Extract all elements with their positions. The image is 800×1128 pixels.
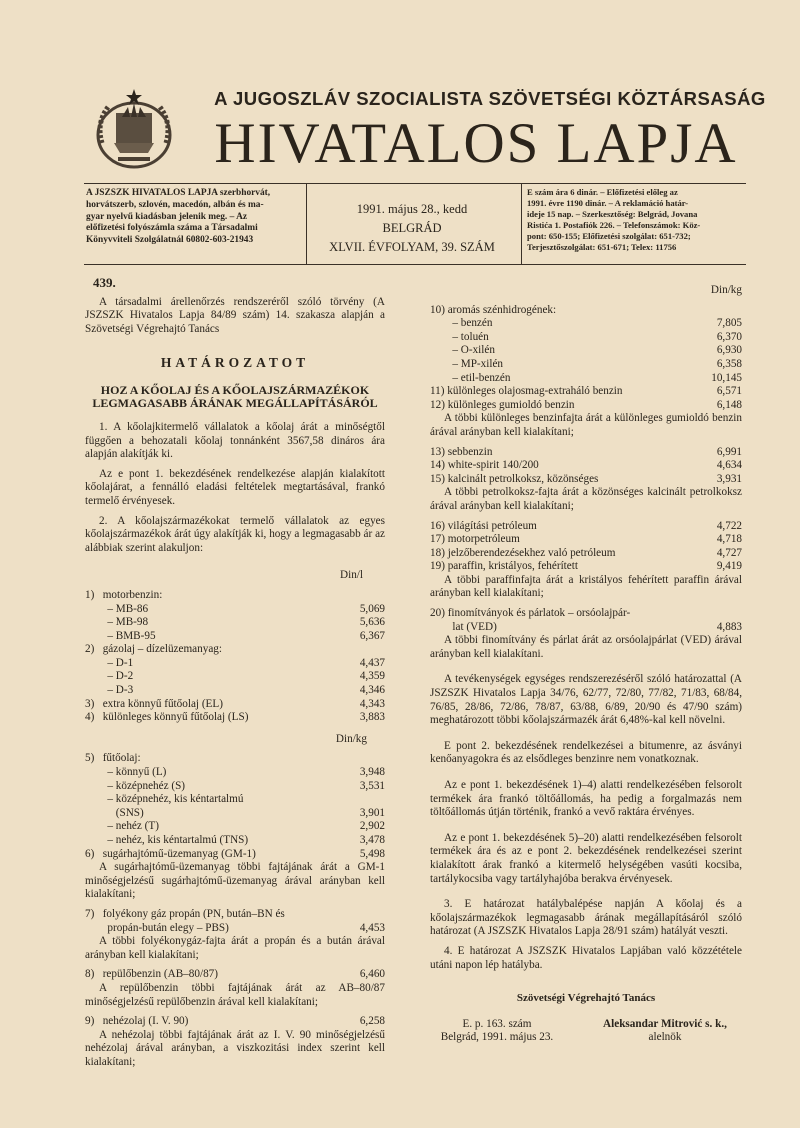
price-label: – D-2	[85, 670, 134, 683]
price-row	[430, 560, 742, 574]
header-bottom-rule	[84, 264, 746, 265]
header-divider-right	[521, 183, 522, 264]
header-divider-left	[306, 183, 307, 264]
price-row	[430, 621, 742, 635]
header-publication-info	[86, 188, 306, 247]
price-row	[85, 698, 385, 712]
price-row	[85, 657, 385, 671]
price-label: – MB-86	[85, 602, 149, 615]
price-value: 9,419	[716, 560, 742, 573]
header-left-line: horvátszerb, szlovén, macedón, albán és ma-	[86, 199, 264, 210]
price-label: 12) különleges gumioldó benzin	[430, 398, 575, 411]
header-top-rule	[84, 183, 746, 184]
price-value: 3,883	[359, 711, 385, 724]
price-list	[85, 589, 385, 725]
price-label: 5) fűtőolaj:	[85, 752, 141, 765]
price-row	[85, 908, 385, 922]
price-value: 5,069	[359, 602, 385, 615]
price-value: 4,634	[716, 459, 742, 472]
state-emblem-icon	[88, 83, 180, 175]
header-left-line: előfizetési folyószámla száma a Társadalmi	[86, 223, 258, 234]
price-value: 4,453	[359, 921, 385, 934]
price-label: 11) különleges olajosmag-extraháló benzin	[430, 385, 623, 398]
price-row	[85, 766, 385, 780]
price-value: 3,901	[359, 806, 385, 819]
price-value: 5,636	[359, 616, 385, 629]
price-row	[85, 820, 385, 834]
price-value: 3,478	[359, 834, 385, 846]
price-row	[85, 630, 385, 644]
intro-paragraph: A társadalmi árellenőrzés rendszeréről szóló törvény (A JSZSZK Hivatalos Lapja 84/89 szám) 14. szakasza alapján a Szövetségi Végrehajtó Tanács	[85, 295, 385, 335]
header-right-line: Terjesztőszolgálat: 651-671; Telex: 11756	[527, 242, 677, 252]
price-row	[430, 459, 742, 473]
issue-volume: XLVII. ÉVFOLYAM, 39. SZÁM	[329, 240, 495, 254]
paragraph: 1. A kőolajkitermelő vállalatok a kőolaj árát a minőségtől függően a behozatali kőolaj tonnánként 3567,58 dináros ára alapján alakítják ki.	[85, 420, 385, 461]
reference-block	[422, 1018, 572, 1045]
price-row	[430, 344, 742, 358]
price-value: 4,722	[716, 519, 742, 532]
price-label: 10) aromás szénhidrogének:	[430, 303, 557, 316]
price-label: 3) extra könnyű fűtőolaj (EL)	[85, 697, 223, 710]
left-column	[85, 276, 385, 1070]
price-value: 6,571	[716, 385, 742, 398]
paragraph: A sugárhajtómű-üzemanyag többi fajtájának árát a GM-1 minőségjelzésű sugárhajtómű-üzemanyag árával arányban kell kialakítani;	[85, 861, 385, 901]
price-row	[430, 520, 742, 534]
price-row	[85, 589, 385, 603]
price-row	[85, 752, 385, 766]
unit-label: Din/kg	[710, 284, 742, 296]
unit-label: Din/kg	[335, 732, 367, 745]
paragraph: A többi petrolkoksz-fajta árát a közönséges kalcinált petrolkoksz árával arányban kell kialakítani;	[430, 486, 742, 512]
paragraph: 3. E határozat hatálybalépése napján A kőolaj és a kőolajszármazékok legmagasabb árának megállapításáról szóló határozat (A JSZSZK Hivatalos Lapja 28/91 szám) hatályát veszti.	[430, 898, 742, 938]
price-row	[430, 399, 742, 413]
council-signature: Szövetségi Végrehajtó Tanács	[516, 992, 656, 1005]
price-row	[85, 793, 385, 807]
price-value: 4,718	[716, 533, 742, 546]
price-label: 2) gázolaj – dízelüzemanyag:	[85, 643, 222, 656]
price-label: 19) paraffin, kristályos, fehérített	[430, 560, 578, 573]
price-value: 4,343	[359, 697, 385, 710]
price-row	[430, 358, 742, 372]
act-number: 439.	[93, 275, 116, 290]
paragraph: A tevékenységek egységes rendszerezéséről szóló határozattal (A JSZSZK Hivatalos Lapja 34/76, 62/77, 72/80, 77/82, 71/83, 68/84, 76/85, 28/86, 72/86, 78/87, 63/88, 6/89, 20/90 és 47/90 szám) meghatározott többi kőolajszármazék árát 6,48%-kal kell növelni.	[430, 673, 742, 727]
price-label: – benzén	[430, 317, 493, 330]
price-row	[85, 1015, 385, 1029]
header-subscription-info	[527, 187, 745, 253]
reference-number: E. p. 163. szám	[462, 1017, 532, 1030]
price-label: propán-bután elegy – PBS)	[85, 921, 229, 934]
price-row	[430, 385, 742, 399]
signer-name: Aleksandar Mitrović s. k.,	[603, 1017, 727, 1030]
issue-place: BELGRÁD	[382, 221, 442, 235]
price-row	[85, 643, 385, 657]
price-row	[430, 607, 742, 621]
price-label: 6) sugárhajtómű-üzemanyag (GM-1)	[85, 847, 256, 860]
price-row	[85, 616, 385, 630]
header-right-line: ideje 15 nap. – Szerkesztőség: Belgrád, Jovana	[527, 209, 698, 219]
paragraph: Az e pont 1. bekezdésének 1)–4) alatti rendelkezésében felsorolt termékek ára frankó töltőállomás, ha pedig a forgalmazás nem töltőállomás útján történik, frankó a vevő raktára érvényes.	[430, 779, 742, 819]
price-row	[430, 304, 742, 318]
price-label: 9) nehézolaj (I. V. 90)	[85, 1015, 189, 1028]
price-value: 4,346	[359, 684, 385, 697]
price-row	[85, 711, 385, 725]
price-value: 4,437	[359, 656, 385, 669]
price-value: 6,258	[359, 1015, 385, 1028]
paragraph: 2. A kőolajszármazékokat termelő vállalatok az egyes kőolajszármazékok árát úgy alakítják ki, hogy a legmagasabb ár az alábbiak szerint alakuljon:	[85, 514, 385, 554]
price-value: 2,902	[359, 820, 385, 833]
price-row	[430, 533, 742, 547]
price-label: – nehéz, kis kéntartalmú (TNS)	[85, 834, 249, 846]
price-value: 6,370	[716, 330, 742, 343]
signer-role: alelnök	[648, 1031, 682, 1044]
price-label: – nehéz (T)	[85, 820, 159, 833]
price-label: – etil-benzén	[430, 371, 511, 384]
price-value: 6,991	[716, 445, 742, 458]
price-value: 5,498	[359, 847, 385, 860]
price-label: 16) világítási petróleum	[430, 519, 537, 532]
price-label: 7) folyékony gáz propán (PN, bután–BN és	[85, 907, 285, 920]
price-value: 4,727	[716, 546, 742, 559]
price-list	[430, 304, 742, 413]
paragraph: A repülőbenzin többi fajtájának árát az AB–80/87 minőségjelzésű repülőbenzin árával kell kialakítani;	[85, 981, 385, 1008]
gazette-title: HIVATALOS LAPJA	[214, 112, 738, 175]
price-label: – könnyű (L)	[85, 766, 167, 779]
price-value: 7,805	[716, 317, 742, 330]
republic-heading: A JUGOSZLÁV SZOCIALISTA SZÖVETSÉGI KÖZTÁRSASÁG	[214, 88, 766, 109]
signature-block	[430, 1018, 742, 1066]
price-row	[85, 834, 385, 848]
price-row	[85, 780, 385, 794]
price-value: 3,948	[359, 766, 385, 779]
price-label: – O-xilén	[430, 344, 495, 357]
price-row	[430, 331, 742, 345]
price-label: 18) jelzőberendezésekhez való petróleum	[430, 546, 616, 559]
price-row	[430, 547, 742, 561]
header-right-line: Ristića 1. Postafiók 226. – Telefonszámok: Köz-	[527, 220, 701, 230]
price-row	[85, 968, 385, 982]
price-label: – BMB-95	[85, 629, 156, 642]
header-right-line: E szám ára 6 dinár. – Előfizetési előleg az	[527, 187, 678, 197]
price-value: 3,531	[359, 779, 385, 792]
paragraph: A többi finomítvány és párlat árát az orsóolajpárlat (VED) árával arányban kell kialakítani.	[430, 634, 742, 660]
price-label: 17) motorpetróleum	[430, 533, 520, 546]
price-label: – középnehéz, kis kéntartalmú	[85, 793, 244, 806]
signer-block	[580, 1018, 750, 1045]
price-label: – MP-xilén	[430, 357, 504, 370]
price-row	[430, 446, 742, 460]
price-label: 4) különleges könnyű fűtőolaj (LS)	[85, 711, 249, 724]
price-value: 6,460	[359, 968, 385, 981]
decision-title: HOZ A KŐOLAJ ÉS A KŐOLAJSZÁRMAZÉKOK LEGMAGASABB ÁRÁNAK MEGÁLLAPÍTÁSÁRÓL	[92, 382, 378, 411]
decision-heading: HATÁROZATOT	[160, 355, 310, 371]
price-label: – MB-98	[85, 616, 149, 629]
price-row	[85, 848, 385, 862]
price-label: 14) white-spirit 140/200	[430, 459, 539, 472]
price-list	[85, 752, 385, 861]
price-value: 4,359	[359, 670, 385, 683]
paragraph: Az e pont 1. bekezdésének 5)–20) alatti rendelkezésében felsorolt termékek ára és az e pont 2. bekezdésének rendelkezései szerint kialakított árak frankó a kitermelő helységében vasúti kocsiba, tartálykocsiba vagy tartályhajóba berakva érvényesek.	[430, 831, 742, 885]
paragraph: A többi különleges benzinfajta árát a különleges gumioldó benzin árával arányban kell kialakítani;	[430, 412, 742, 438]
price-label: – D-1	[85, 656, 134, 669]
price-label: 13) sebbenzin	[430, 445, 493, 458]
price-label: – D-3	[85, 684, 134, 697]
paragraph: A nehézolaj többi fajtájának árát az I. V. 90 minőségjelzésű nehézolaj árával arányban, a viszkozitási index szerint kell kialakítani;	[85, 1028, 385, 1068]
unit-label: Din/l	[340, 569, 363, 582]
price-value: 6,148	[716, 398, 742, 411]
price-value: 6,930	[716, 344, 742, 357]
price-label: – középnehéz (S)	[85, 779, 186, 792]
price-label: – toluén	[430, 330, 489, 343]
price-row	[85, 670, 385, 684]
header-issue-info	[308, 200, 516, 257]
price-row	[430, 317, 742, 331]
paragraph: E pont 2. bekezdésének rendelkezései a bitumenre, az ásványi kenőanyagokra és az elsődleges benzinre nem vonatkoznak.	[430, 739, 742, 766]
price-label: 8) repülőbenzin (AB–80/87)	[85, 968, 218, 981]
issue-date: 1991. május 28., kedd	[356, 202, 468, 216]
price-label: 20) finomítványok és párlatok – orsóolajpár-	[430, 607, 631, 620]
header-right-line: pont: 650-155; Előfizetési szolgálat: 651-732;	[527, 231, 691, 241]
price-list	[430, 520, 742, 574]
header-left-line: Könyvviteli Szolgálatnál 60802-603-21943	[86, 235, 254, 246]
paragraph: 4. E határozat A JSZSZK Hivatalos Lapjában való közzététele utáni napon lép hatályba.	[430, 944, 742, 971]
header-left-line: gyar nyelvű kiadásban jelenik meg. – Az	[86, 211, 248, 222]
header-left-line: A JSZSZK HIVATALOS LAPJA szerbhorvát,	[86, 188, 271, 198]
price-value: 4,883	[716, 620, 742, 633]
price-row	[430, 372, 742, 386]
price-value: 3,931	[716, 472, 742, 485]
price-row	[85, 603, 385, 617]
price-value: 6,358	[716, 357, 742, 370]
price-label: 1) motorbenzin:	[85, 588, 163, 601]
price-label: 15) kalcinált petrolkoksz, közönséges	[430, 472, 599, 485]
paragraph: Az e pont 1. bekezdésének rendelkezése alapján kialakított kőolajárat, a fennálló eladási feltételek megtartásával, frankó termelő érvényesek.	[85, 467, 385, 507]
price-value: 6,367	[359, 629, 385, 642]
price-list	[430, 446, 742, 487]
price-label: (SNS)	[85, 806, 144, 819]
price-value: 10,145	[711, 371, 742, 384]
paragraph: A többi paraffinfajta árát a kristályos fehérített paraffin árával arányban kell kialakítani;	[430, 573, 742, 600]
price-row	[85, 922, 385, 936]
right-column	[430, 282, 742, 1066]
price-row	[85, 684, 385, 698]
price-row	[430, 473, 742, 487]
header-right-line: 1991. évre 1190 dinár. – A reklamáció határ-	[527, 198, 689, 208]
paragraph: A többi folyékonygáz-fajta árát a propán és a bután árával arányban kell kialakítani;	[85, 935, 385, 961]
price-row	[85, 807, 385, 821]
place-date: Belgrád, 1991. május 23.	[440, 1031, 554, 1044]
price-label: lat (VED)	[430, 620, 497, 633]
